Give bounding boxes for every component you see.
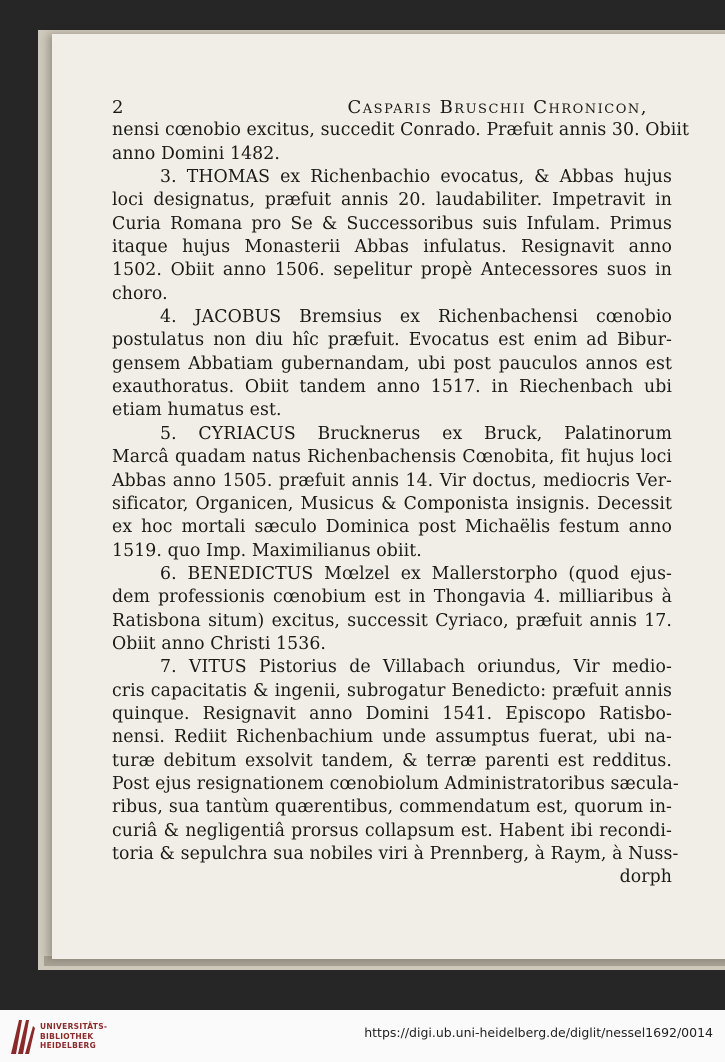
text-line: Obiit anno Christi 1536. [112,633,327,654]
library-name-line: UNIVERSITÄTS- [40,1022,108,1031]
text-line: ex hoc mortali sæculo Dominica post Michaëlis festum anno [112,517,672,538]
text-line: Curia Romana pro Se & Successoribus suis Infulam. Primus [112,213,672,234]
text-line: turæ debitum exsolvit tandem, & terræ parenti est redditus. [112,750,672,771]
page-number: 2 [112,97,124,118]
text-line: quinque. Resignavit anno Domini 1541. Episcopo Ratisbo- [112,703,672,724]
text-line: choro. [112,283,168,304]
text-line: cris capacitatis & ingenii, subrogatur Benedicto: præfuit annis [112,680,672,701]
text-line: 7. VITUS Pistorius de Villabach oriundus, Vir medio- [160,657,672,678]
permalink-url[interactable]: https://digi.ub.uni-heidelberg.de/diglit/nessel1692/0014 [364,1025,713,1040]
university-seal-icon [8,1016,36,1056]
text-line: loci designatus, præfuit annis 20. laudabiliter. Impetravit in [112,190,672,211]
text-line: 3. THOMAS ex Richenbachio evocatus, & Abbas hujus [160,167,672,188]
footer-bar [0,1010,725,1062]
text-line: ribus, sua tantùm quærentibus, commendatum est, quorum in- [112,797,672,818]
catchword: dorph [619,867,672,888]
text-line: toria & sepulchra sua nobiles viri à Prennberg, à Raym, à Nuss- [112,844,679,864]
text-line: nensi cœnobio excitus, succedit Conrado. Præfuit annis 30. Obiit [112,120,690,141]
library-name [40,1022,107,1051]
text-line: curiâ & negligentiâ prorsus collapsum est. Habent ibi recondi- [112,820,672,841]
library-name-line: BIBLIOTHEK [40,1031,94,1041]
text-line: Ratisbona situm) excitus, successit Cyriaco, præfuit annis 17. [112,610,672,631]
text-line: itaque hujus Monasterii Abbas infulatus. Resignavit anno [112,237,672,258]
text-line: exauthoratus. Obiit tandem anno 1517. in Riechenbach ubi [112,377,672,398]
text-line: 1519. quo Imp. Maximilianus obiit. [112,540,422,561]
text-line: anno Domini 1482. [112,143,280,164]
text-line: dem professionis cœnobium est in Thongavia 4. milliaribus à [112,587,672,608]
library-name-line: HEIDELBERG [40,1041,97,1050]
page-text [112,96,690,890]
page-header [112,96,672,119]
running-head: Casparis Bruschii Chronicon, [347,97,648,118]
text-line: postulatus non diu hîc præfuit. Evocatus est enim ad Bibur- [112,330,672,351]
text-line: Marcâ quadam natus Richenbachensis Cœnobita, fit hujus loci [112,447,672,468]
text-line: 4. JACOBUS Bremsius ex Richenbachensi cœnobio [160,307,672,328]
text-line: etiam humatus est. [112,400,282,421]
text-line: sificator, Organicen, Musicus & Componista insignis. Decessit [112,493,672,514]
text-line: Post ejus resignationem cœnobiolum Administratoribus sæcula- [112,773,679,794]
text-line: Abbas anno 1505. præfuit annis 14. Vir doctus, mediocris Ver- [112,470,672,491]
text-line: nensi. Rediit Richenbachium unde assumptus fuerat, ubi na- [112,727,672,748]
text-line: 1502. Obiit anno 1506. sepelitur propè Antecessores suos in [112,260,672,281]
text-line: gensem Abbatiam gubernandam, ubi post pauculos annos est [112,353,672,374]
text-line: 6. BENEDICTUS Mœlzel ex Mallerstorpho (quod ejus- [160,563,672,584]
text-line: 5. CYRIACUS Brucknerus ex Bruck, Palatinorum [160,423,672,444]
